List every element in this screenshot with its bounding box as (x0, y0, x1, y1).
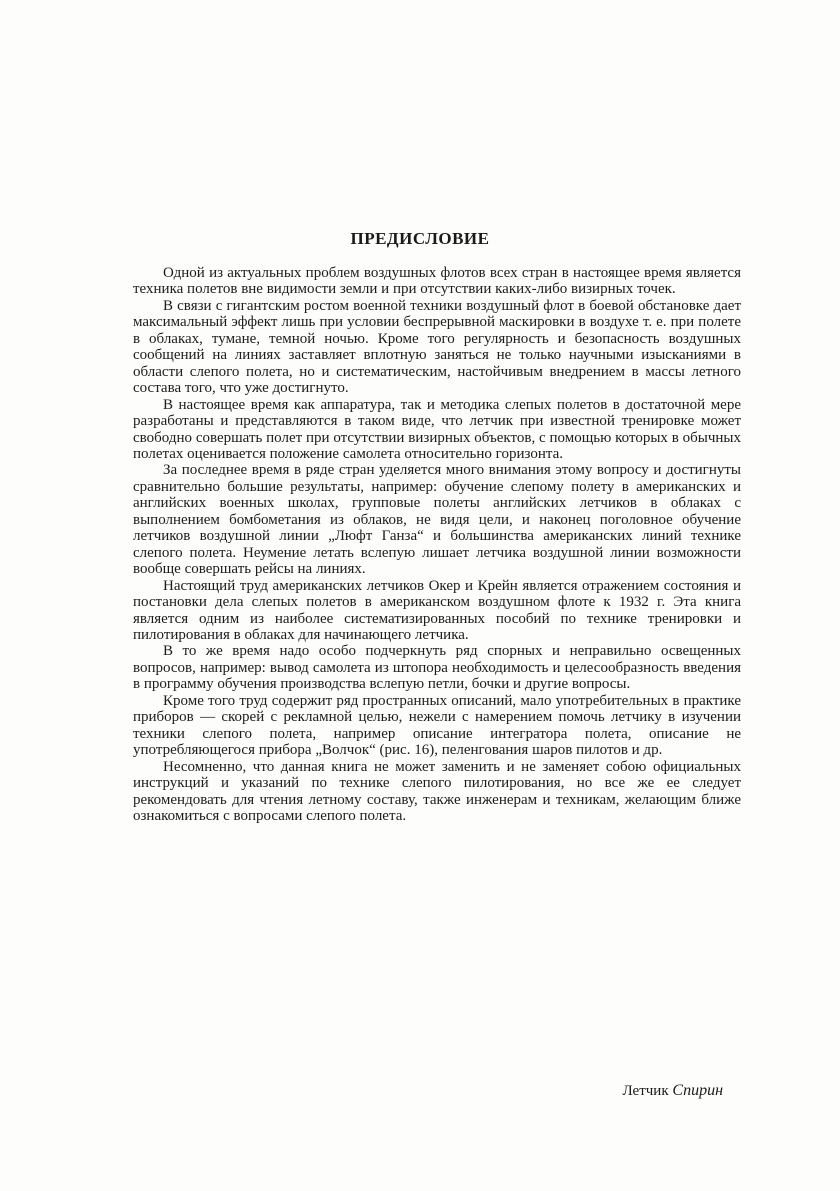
paragraph: В связи с гигантским ростом военной техники воздушный флот в боевой обстановке дает максимальный эффект лишь при условии беспрерывной маскировки в воздухе т. е. при полете в облаках, тумане, темной ночью. Кроме того регулярность и безопасность воздушных сообщений на линиях заставляет вплотную заняться не только научными изысканиями в области слепого полета, но и систематическим, настойчивым внедрением в массы летного состава того, что уже достигнуто. (133, 297, 741, 397)
paragraph: Одной из актуальных проблем воздушных флотов всех стран в настоящее время является техника полетов вне видимости земли и при отсутствии каких-либо визирных точек. (133, 265, 741, 298)
signature (622, 1082, 723, 1100)
page-title: ПРЕДИСЛОВИЕ (350, 229, 490, 248)
paragraph: Настоящий труд американских летчиков Окер и Крейн является отражением состояния и постановки дела слепых полетов в американском воздушном флоте к 1932 г. Эта книга является одним из наиболее систематизированных пособий по технике тренировки и пилотирования в облаках для начинающего летчика. (133, 577, 741, 643)
paragraph: В настоящее время как аппаратура, так и методика слепых полетов в достаточной мере разработаны и представляются в таком виде, что летчик при известной тренировке может свободно совершать полет при отсутствии визирных объектов, с помощью которых в обычных полетах оценивается положение самолета относительно горизонта. (133, 396, 741, 462)
paragraph: В то же время надо особо подчеркнуть ряд спорных и неправильно освещенных вопросов, например: вывод самолета из штопора необходимость и целесообразность введения в программу обучения производства вслепую петли, бочки и другие вопросы. (133, 643, 741, 693)
paragraph: Несомненно, что данная книга не может заменить и не заменяет собою официальных инструкций и указаний по технике слепого пилотирования, но все же ее следует рекомендовать для чтения летному составу, также инженерам и техникам, желающим ближе ознакомиться с вопросами слепого полета. (133, 758, 741, 824)
paragraph: За последнее время в ряде стран уделяется много внимания этому вопросу и достигнуты сравнительно большие результаты, например: обучение слепому полету в американских и английских военных школах, групповые полеты английских летчиков в облаках с выполнением бомбометания из облаков, не видя цели, и наконец поголовное обучение летчиков воздушной линии „Люфт Ганза“ и большинства американских линий технике слепого полета. Неумение летать вслепую лишает летчика воздушной линии возможности вообще совершать рейсы на линиях. (133, 462, 741, 578)
preface-body (133, 265, 741, 824)
signature-name: Спирин (672, 1082, 723, 1099)
paragraph: Кроме того труд содержит ряд пространных описаний, мало употребительных в практике приборов — скорей с рекламной целью, нежели с намерением помочь летчику в изучении техники слепого полета, например описание интегратора полета, описание не употребляющегося прибора „Волчок“ (рис. 16), пеленгования шаров пилотов и др. (133, 692, 741, 759)
signature-role: Летчик (622, 1083, 669, 1099)
